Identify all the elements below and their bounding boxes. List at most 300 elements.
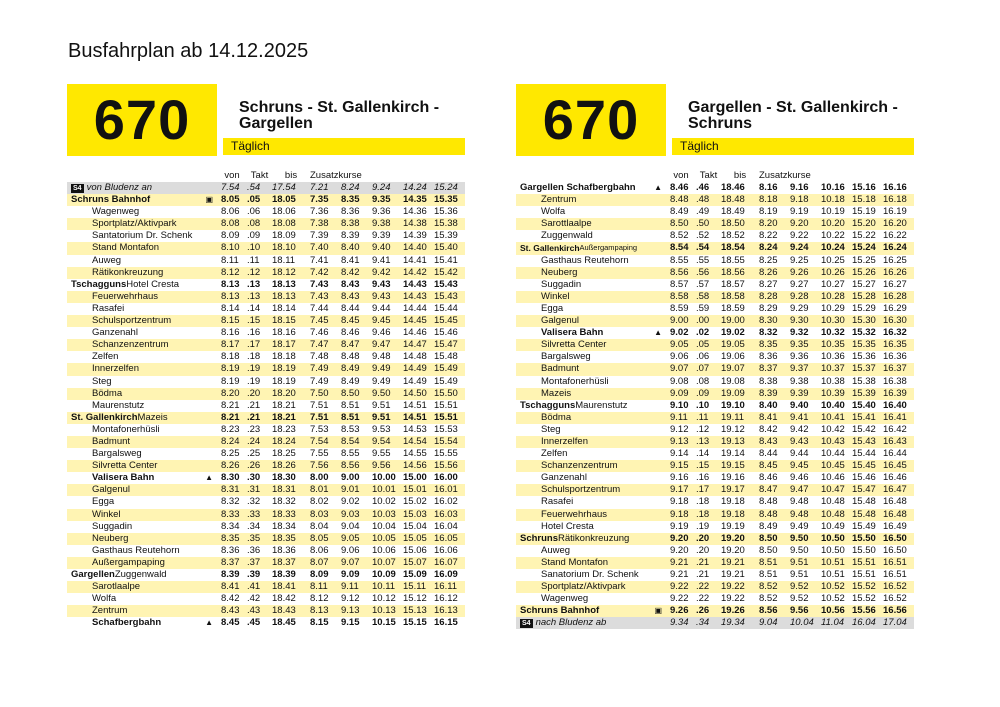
time-takt: .30 bbox=[247, 472, 261, 484]
timetable-grid bbox=[516, 182, 914, 629]
time-extra: 15.46 bbox=[852, 472, 876, 484]
time-extra: 16.04 bbox=[434, 520, 458, 532]
time-takt: .31 bbox=[247, 484, 261, 496]
time-extra: 14.35 bbox=[403, 194, 427, 206]
time-extra: 15.38 bbox=[434, 218, 458, 230]
stop-label: Valisera Bahn bbox=[92, 472, 155, 484]
time-extra: 16.52 bbox=[883, 581, 907, 593]
stop-name bbox=[516, 412, 666, 424]
time-extra: 8.41 bbox=[341, 254, 360, 266]
stop-row bbox=[67, 472, 465, 484]
time-extra: 10.18 bbox=[821, 194, 845, 206]
time-extra: 16.37 bbox=[883, 363, 907, 375]
time-von: 8.37 bbox=[221, 556, 240, 568]
time-extra: 9.09 bbox=[341, 569, 360, 580]
time-extra: 16.19 bbox=[883, 206, 907, 218]
time-bis: 18.26 bbox=[272, 460, 296, 472]
stop-label: Schulsportzentrum bbox=[541, 484, 621, 496]
time-extra: 15.22 bbox=[852, 230, 876, 242]
time-extra: 9.32 bbox=[790, 327, 809, 339]
stop-label: Valisera Bahn bbox=[541, 327, 604, 339]
time-extra: 9.05 bbox=[341, 532, 360, 544]
stop-row bbox=[67, 521, 465, 533]
stop-name bbox=[516, 605, 666, 617]
time-extra: 7.38 bbox=[310, 218, 329, 230]
time-extra: 8.48 bbox=[759, 508, 778, 520]
time-extra: 8.50 bbox=[759, 544, 778, 556]
time-extra: 9.42 bbox=[790, 423, 809, 435]
time-extra: 7.51 bbox=[310, 411, 329, 423]
time-von: 9.17 bbox=[670, 484, 689, 496]
time-von: 9.20 bbox=[670, 532, 689, 544]
time-takt: .21 bbox=[696, 556, 710, 568]
time-extra: 8.02 bbox=[310, 496, 329, 508]
line-badge: S4 bbox=[522, 619, 531, 627]
time-extra: 16.40 bbox=[883, 399, 907, 411]
time-extra: 8.36 bbox=[759, 351, 778, 363]
stop-label: Winkel bbox=[541, 290, 570, 302]
time-extra: 9.18 bbox=[790, 194, 809, 206]
stop-name bbox=[516, 569, 666, 581]
time-extra: 9.35 bbox=[790, 339, 809, 351]
time-extra: 8.30 bbox=[759, 315, 778, 327]
time-bis: 18.19 bbox=[272, 363, 296, 375]
time-bis: 19.14 bbox=[721, 448, 745, 460]
time-takt: .33 bbox=[247, 508, 261, 520]
stop-name bbox=[516, 351, 666, 363]
line-number: 670 bbox=[93, 88, 191, 151]
time-takt: .45 bbox=[247, 617, 261, 629]
stop-name bbox=[67, 339, 217, 351]
stop-label: Ganzenahl bbox=[541, 472, 587, 484]
time-bis: 18.56 bbox=[721, 266, 745, 278]
stop-row bbox=[67, 496, 465, 508]
time-extra: 15.24 bbox=[852, 242, 876, 254]
time-extra: 15.42 bbox=[852, 423, 876, 435]
time-extra: 7.36 bbox=[310, 206, 329, 218]
stop-row bbox=[67, 412, 465, 424]
time-extra: 16.46 bbox=[883, 472, 907, 484]
time-extra: 16.04 bbox=[852, 617, 876, 629]
time-bis: 19.11 bbox=[721, 411, 745, 423]
time-takt: .36 bbox=[247, 544, 261, 556]
time-extra: 16.29 bbox=[883, 302, 907, 314]
time-extra: 15.43 bbox=[852, 435, 876, 447]
stop-row bbox=[67, 484, 465, 496]
time-takt: .09 bbox=[696, 387, 710, 399]
time-extra: 8.04 bbox=[310, 520, 329, 532]
time-extra: 15.16 bbox=[852, 182, 876, 193]
time-extra: 8.49 bbox=[341, 375, 360, 387]
stop-label: Sarotlaalpe bbox=[92, 581, 141, 593]
stop-label: Rasafei bbox=[92, 302, 125, 314]
time-extra: 16.27 bbox=[883, 278, 907, 290]
time-extra: 9.28 bbox=[790, 290, 809, 302]
time-takt: .10 bbox=[696, 399, 710, 411]
time-extra: 15.35 bbox=[852, 339, 876, 351]
time-takt: .56 bbox=[696, 266, 710, 278]
stop-label: von Bludenz an bbox=[86, 182, 153, 193]
time-extra: 9.46 bbox=[790, 472, 809, 484]
time-von: 9.22 bbox=[670, 593, 689, 605]
time-bis: 18.15 bbox=[272, 315, 296, 327]
time-extra: 9.44 bbox=[790, 448, 809, 460]
time-takt: .52 bbox=[696, 230, 710, 242]
time-extra: 8.35 bbox=[341, 194, 360, 206]
time-von: 9.08 bbox=[670, 375, 689, 387]
time-bis: 18.21 bbox=[272, 399, 296, 411]
time-extra: 14.55 bbox=[403, 448, 427, 460]
time-extra: 7.51 bbox=[310, 399, 329, 411]
stop-name bbox=[516, 194, 666, 206]
time-extra: 15.44 bbox=[852, 448, 876, 460]
time-extra: 16.26 bbox=[883, 266, 907, 278]
time-bis: 18.37 bbox=[272, 556, 296, 568]
time-extra: 9.11 bbox=[341, 581, 359, 593]
time-bis: 18.08 bbox=[272, 218, 296, 230]
stop-label: Gasthaus Reutehorn bbox=[92, 544, 180, 556]
time-von: 8.59 bbox=[670, 302, 689, 314]
stop-row bbox=[516, 557, 914, 569]
stop-label: nach Bludenz ab bbox=[535, 617, 607, 629]
time-extra: 8.52 bbox=[759, 593, 778, 605]
time-bis: 18.09 bbox=[272, 230, 296, 242]
stop-label: Steg bbox=[92, 375, 112, 387]
time-extra: 14.39 bbox=[403, 230, 427, 242]
time-takt: .50 bbox=[696, 218, 710, 230]
time-extra: 7.56 bbox=[310, 460, 329, 472]
time-bis: 18.30 bbox=[272, 472, 296, 484]
time-extra: 9.00 bbox=[341, 472, 360, 484]
stop-label: Zuggenwald bbox=[541, 230, 593, 242]
time-takt: .54 bbox=[696, 242, 710, 254]
time-takt: .39 bbox=[247, 569, 261, 580]
time-extra: 15.51 bbox=[434, 411, 458, 423]
time-extra: 10.40 bbox=[821, 399, 845, 411]
stop-row bbox=[516, 545, 914, 557]
time-von: 9.20 bbox=[670, 544, 689, 556]
time-extra: 10.30 bbox=[821, 315, 845, 327]
time-extra: 10.48 bbox=[821, 496, 845, 508]
time-extra: 15.02 bbox=[403, 496, 427, 508]
stop-row bbox=[516, 279, 914, 291]
time-bis: 18.52 bbox=[721, 230, 745, 242]
time-extra: 8.37 bbox=[759, 363, 778, 375]
time-extra: 14.56 bbox=[403, 460, 427, 472]
time-von: 9.12 bbox=[670, 423, 689, 435]
time-extra: 15.55 bbox=[434, 448, 458, 460]
time-extra: 16.42 bbox=[883, 423, 907, 435]
time-bis: 18.16 bbox=[272, 327, 296, 339]
stop-row bbox=[516, 521, 914, 533]
time-extra: 10.24 bbox=[821, 242, 845, 254]
time-bis: 18.59 bbox=[721, 302, 745, 314]
time-von: 9.19 bbox=[670, 520, 689, 532]
time-extra: 10.22 bbox=[821, 230, 845, 242]
time-extra: 15.39 bbox=[434, 230, 458, 242]
stop-name bbox=[67, 376, 217, 388]
time-extra: 8.39 bbox=[341, 230, 360, 242]
stop-name bbox=[516, 460, 666, 472]
stop-row bbox=[67, 376, 465, 388]
stop-column-header bbox=[67, 170, 217, 182]
time-von: 8.58 bbox=[670, 290, 689, 302]
time-takt: .54 bbox=[247, 182, 261, 193]
time-extra: 7.54 bbox=[310, 435, 329, 447]
time-extra: 8.38 bbox=[759, 375, 778, 387]
time-extra: 9.47 bbox=[372, 339, 391, 351]
time-extra: 9.42 bbox=[372, 266, 391, 278]
time-extra: 8.40 bbox=[341, 242, 360, 254]
time-extra: 16.45 bbox=[883, 460, 907, 472]
cable-car-icon: ▲ bbox=[654, 183, 662, 192]
time-extra: 10.42 bbox=[821, 423, 845, 435]
time-extra: 16.41 bbox=[883, 411, 907, 423]
time-extra: 14.40 bbox=[403, 242, 427, 254]
time-extra: 15.40 bbox=[852, 399, 876, 411]
time-extra: 9.40 bbox=[372, 242, 391, 254]
time-takt: .26 bbox=[247, 460, 261, 472]
time-extra: 15.38 bbox=[852, 375, 876, 387]
time-extra: 8.38 bbox=[341, 218, 360, 230]
stop-suffix: Zuggenwald bbox=[114, 569, 167, 580]
stop-label: Schafbergbahn bbox=[92, 617, 162, 629]
time-extra: 15.41 bbox=[434, 254, 458, 266]
stop-label: Feuerwehrhaus bbox=[541, 508, 608, 520]
time-extra: 9.25 bbox=[790, 254, 809, 266]
time-von: 8.48 bbox=[670, 194, 689, 206]
stop-row bbox=[516, 230, 914, 242]
time-bis: 19.26 bbox=[721, 605, 745, 617]
stop-row bbox=[516, 533, 914, 545]
time-von: 8.14 bbox=[221, 302, 240, 314]
stop-row bbox=[67, 545, 465, 557]
stop-label: Stand Montafon bbox=[92, 242, 160, 254]
time-von: 9.34 bbox=[670, 617, 689, 629]
time-bis: 18.32 bbox=[272, 496, 296, 508]
stop-label: Gargellen Schafbergbahn bbox=[520, 182, 636, 193]
time-extra: 8.51 bbox=[341, 399, 360, 411]
time-bis: 19.08 bbox=[721, 375, 745, 387]
time-von: 9.22 bbox=[670, 581, 689, 593]
time-takt: .17 bbox=[247, 339, 261, 351]
time-extra: 10.02 bbox=[372, 496, 396, 508]
time-extra: 10.56 bbox=[821, 605, 845, 617]
stop-label: Suggadin bbox=[92, 520, 133, 532]
stop-name bbox=[516, 255, 666, 267]
time-extra: 9.55 bbox=[372, 448, 391, 460]
time-bis: 18.13 bbox=[272, 278, 296, 290]
time-extra: 16.50 bbox=[883, 544, 907, 556]
stop-name bbox=[516, 327, 666, 339]
time-bis: 18.12 bbox=[272, 266, 296, 278]
time-extra: 9.30 bbox=[790, 315, 809, 327]
time-extra: 15.44 bbox=[434, 302, 458, 314]
time-takt: .13 bbox=[247, 278, 261, 290]
stop-row bbox=[516, 339, 914, 351]
stop-name bbox=[516, 617, 666, 629]
time-extra: 16.15 bbox=[434, 617, 458, 629]
time-extra: 9.38 bbox=[372, 218, 391, 230]
time-extra: 14.42 bbox=[403, 266, 427, 278]
time-extra: 14.43 bbox=[403, 278, 427, 290]
time-extra: 15.51 bbox=[434, 399, 458, 411]
time-extra: 14.50 bbox=[403, 387, 427, 399]
stop-label: St. Gallenkirch bbox=[520, 243, 580, 254]
time-extra: 10.05 bbox=[372, 532, 396, 544]
stop-name bbox=[67, 545, 217, 557]
stop-row bbox=[516, 617, 914, 629]
stop-label: Wagenweg bbox=[541, 593, 589, 605]
time-extra: 7.50 bbox=[310, 387, 329, 399]
time-extra: 10.47 bbox=[821, 484, 845, 496]
stop-row bbox=[516, 496, 914, 508]
time-extra: 7.49 bbox=[310, 375, 329, 387]
stop-label: Ganzenahl bbox=[92, 327, 138, 339]
stop-row bbox=[67, 255, 465, 267]
time-extra: 10.35 bbox=[821, 339, 845, 351]
stop-label: Badmunt bbox=[541, 363, 580, 375]
time-extra: 10.36 bbox=[821, 351, 845, 363]
time-extra: 15.03 bbox=[403, 508, 427, 520]
time-bis: 19.17 bbox=[721, 484, 745, 496]
time-extra: 15.15 bbox=[403, 617, 427, 629]
stop-name bbox=[516, 218, 666, 230]
stop-name bbox=[67, 327, 217, 339]
time-extra: 16.16 bbox=[883, 182, 907, 193]
time-extra: 16.32 bbox=[883, 327, 907, 339]
time-extra: 15.41 bbox=[852, 411, 876, 423]
stop-label: Wolfa bbox=[541, 206, 566, 218]
stop-row bbox=[67, 363, 465, 375]
time-bis: 18.54 bbox=[721, 242, 745, 254]
time-extra: 10.49 bbox=[821, 520, 845, 532]
time-bis: 18.48 bbox=[721, 194, 745, 206]
time-extra: 7.44 bbox=[310, 302, 329, 314]
time-bis: 18.06 bbox=[272, 206, 296, 218]
time-extra: 16.48 bbox=[883, 496, 907, 508]
stop-label: Badmunt bbox=[92, 435, 131, 447]
time-extra: 16.35 bbox=[883, 339, 907, 351]
time-extra: 8.49 bbox=[759, 520, 778, 532]
time-von: 8.54 bbox=[670, 242, 689, 254]
time-extra: 9.36 bbox=[372, 206, 391, 218]
time-extra: 7.41 bbox=[310, 254, 329, 266]
stop-name bbox=[67, 351, 217, 363]
time-extra: 9.49 bbox=[790, 520, 809, 532]
stop-label: Tschagguns bbox=[71, 278, 127, 290]
time-takt: .46 bbox=[696, 182, 710, 193]
time-extra: 8.16 bbox=[759, 182, 778, 193]
time-von: 9.10 bbox=[670, 399, 689, 411]
stop-name bbox=[516, 436, 666, 448]
time-takt: .49 bbox=[696, 206, 710, 218]
time-extra: 8.00 bbox=[310, 472, 329, 484]
time-von: 8.12 bbox=[221, 266, 240, 278]
time-extra: 15.52 bbox=[852, 593, 876, 605]
time-extra: 9.13 bbox=[341, 605, 360, 617]
stop-name bbox=[67, 557, 217, 569]
time-von: 8.30 bbox=[221, 472, 240, 484]
stop-row bbox=[516, 605, 914, 617]
time-von: 8.39 bbox=[221, 569, 240, 580]
time-extra: 16.02 bbox=[434, 496, 458, 508]
stop-label: Egga bbox=[541, 302, 564, 314]
time-takt: .07 bbox=[696, 363, 710, 375]
time-extra: 10.51 bbox=[821, 569, 845, 580]
stop-label: Zentrum bbox=[92, 605, 128, 617]
stop-name bbox=[67, 581, 217, 593]
stop-name bbox=[67, 412, 217, 424]
time-extra: 9.47 bbox=[790, 484, 809, 496]
time-bis: 18.19 bbox=[272, 375, 296, 387]
time-extra: 8.19 bbox=[759, 206, 778, 218]
time-takt: .55 bbox=[696, 254, 710, 266]
time-extra: 15.28 bbox=[852, 290, 876, 302]
time-bis: 19.09 bbox=[721, 387, 745, 399]
stop-label: Neuberg bbox=[541, 266, 578, 278]
time-extra: 10.20 bbox=[821, 218, 845, 230]
time-extra: 9.45 bbox=[790, 460, 809, 472]
stop-name bbox=[516, 315, 666, 327]
time-extra: 8.18 bbox=[759, 194, 778, 206]
time-extra: 8.42 bbox=[341, 266, 360, 278]
time-extra: 15.43 bbox=[434, 290, 458, 302]
stop-name bbox=[67, 363, 217, 375]
time-extra: 8.35 bbox=[759, 339, 778, 351]
stop-label: Hotel Cresta bbox=[541, 520, 594, 532]
time-extra: 9.48 bbox=[372, 351, 391, 363]
time-extra: 10.29 bbox=[821, 302, 845, 314]
stop-label: Gargellen bbox=[71, 569, 115, 580]
time-bis: 18.13 bbox=[272, 290, 296, 302]
stop-label: St. Gallenkirch bbox=[71, 411, 138, 423]
time-extra: 8.43 bbox=[341, 290, 360, 302]
time-extra: 15.20 bbox=[852, 218, 876, 230]
stop-label: Schanzenzentrum bbox=[541, 460, 618, 472]
time-extra: 16.03 bbox=[434, 508, 458, 520]
time-takt: .20 bbox=[247, 387, 261, 399]
time-takt: .09 bbox=[247, 230, 261, 242]
time-takt: .13 bbox=[247, 290, 261, 302]
time-extra: 15.53 bbox=[434, 423, 458, 435]
time-extra: 8.27 bbox=[759, 278, 778, 290]
time-extra: 8.47 bbox=[759, 484, 778, 496]
time-von: 8.33 bbox=[221, 508, 240, 520]
time-takt: .18 bbox=[247, 351, 261, 363]
time-extra: 10.16 bbox=[821, 182, 845, 193]
time-extra: 10.48 bbox=[821, 508, 845, 520]
stop-row bbox=[516, 376, 914, 388]
stop-suffix: Hotel Cresta bbox=[126, 278, 180, 290]
time-extra: 9.50 bbox=[372, 387, 391, 399]
time-extra: 14.44 bbox=[403, 302, 427, 314]
time-takt: .26 bbox=[696, 605, 710, 617]
daily-label: Täglich bbox=[672, 138, 914, 155]
time-extra: 8.15 bbox=[310, 617, 329, 629]
time-takt: .22 bbox=[696, 581, 710, 593]
time-extra: 15.30 bbox=[852, 315, 876, 327]
time-extra: 10.09 bbox=[372, 569, 396, 580]
time-takt: .22 bbox=[696, 593, 710, 605]
stop-name bbox=[67, 315, 217, 327]
time-extra: 8.50 bbox=[341, 387, 360, 399]
time-extra: 9.02 bbox=[341, 496, 360, 508]
time-extra: 8.24 bbox=[759, 242, 778, 254]
time-extra: 10.37 bbox=[821, 363, 845, 375]
time-takt: .20 bbox=[696, 544, 710, 556]
time-extra: 8.51 bbox=[759, 556, 778, 568]
